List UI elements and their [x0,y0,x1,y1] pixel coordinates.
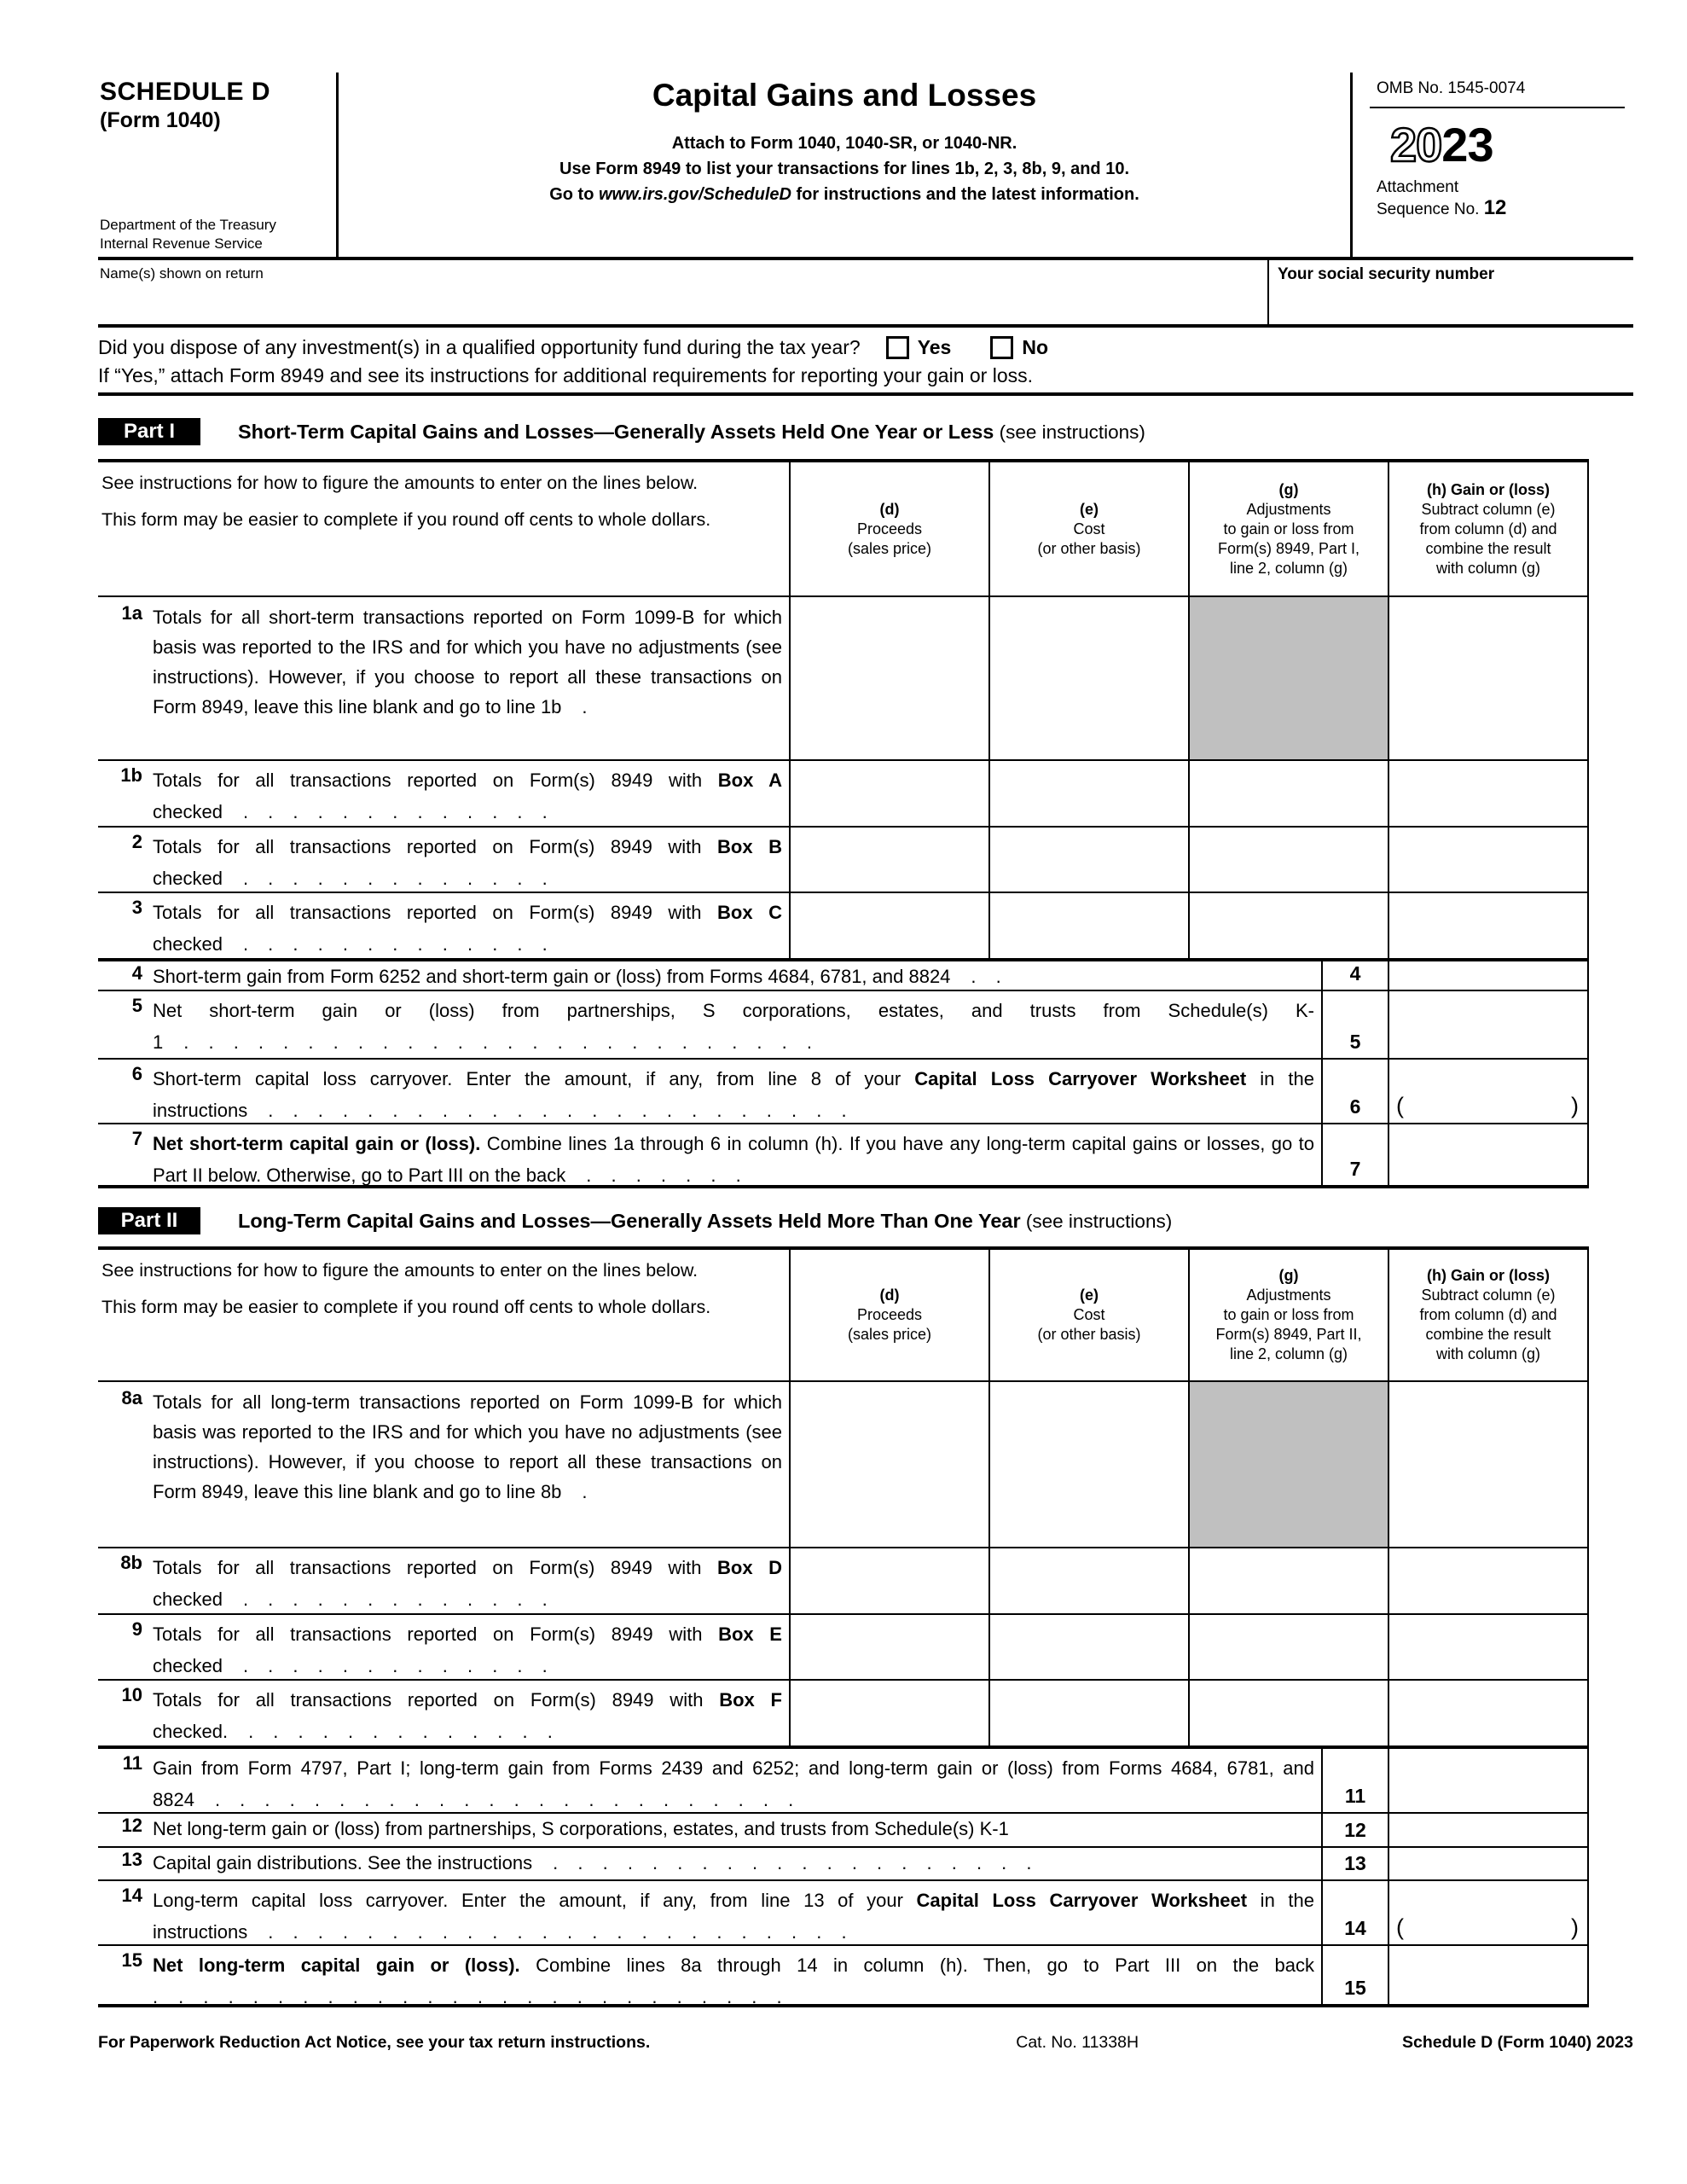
line-box-12: 12 [1321,1814,1388,1846]
row-2-description: 2 Totals for all transactions reported on Form(s) 8949 with Box B checked . . . . . . . . . . . . . [98,828,789,892]
qof-yes-label: Yes [917,336,952,358]
part1-title [238,421,1145,444]
row-7 [98,1124,1587,1188]
tax-year [1390,117,1625,172]
cell-1a-adjustments-shaded [1188,597,1388,759]
part2-table [98,1246,1589,2007]
line-box-14: 14 [1321,1881,1388,1944]
row-12 [98,1814,1587,1848]
row-6 [98,1060,1587,1124]
cell-15-amount[interactable] [1388,1946,1587,2004]
intro-line-2: This form may be easier to complete if you round off cents to whole dollars. [101,509,711,530]
qof-yes-checkbox[interactable] [886,336,909,359]
row-14 [98,1881,1587,1946]
page-title: Capital Gains and Losses [652,78,1037,113]
row-2 [98,828,1587,893]
line-number-10: 10 [121,1684,142,1705]
row-5 [98,991,1587,1060]
line-box-4: 4 [1321,961,1388,990]
intro-line-1: See instructions for how to figure the amounts to enter on the lines below. [101,1260,699,1281]
line-number-11: 11 [122,1752,142,1774]
line-box-15: 15 [1321,1946,1388,2004]
row-3-description: 3 Totals for all transactions reported on Form(s) 8949 with Box C checked . . . . . . . . . . . . . [98,893,789,958]
column-header-description-2 [98,1250,789,1380]
form-number-label: (Form 1040) [100,108,221,132]
row-1a-description: 1a Totals for all short-term transactions reported on Form 1099-B for which basis was reported to the IRS and for which you have no adjustments (see instructions). However, if you choose to report all these transactions on Form 8949, leave this line blank and go to line 1b . [98,597,789,759]
line-number-3: 3 [131,897,142,918]
cell-3-proceeds[interactable] [789,893,988,958]
dept-line-1: Department of the Treasury [100,217,276,233]
form-id-footer: Schedule D (Form 1040) 2023 [1402,2033,1633,2052]
cell-9-cost[interactable] [988,1615,1188,1679]
row-12-description: 12 Net long-term gain or (loss) from partnerships, S corporations, estates, and trusts from Schedule(s) K-1 [98,1814,1321,1846]
row-11 [98,1747,1587,1814]
cell-1a-gain-loss[interactable] [1388,597,1587,759]
cell-8b-adjustments[interactable] [1188,1548,1388,1613]
cell-8a-cost[interactable] [988,1382,1188,1547]
cell-9-proceeds[interactable] [789,1615,988,1679]
cell-2-cost[interactable] [988,828,1188,892]
row-9 [98,1615,1587,1681]
form-header-center [339,73,1350,257]
line-number-7: 7 [131,1128,142,1149]
cell-3-cost[interactable] [988,893,1188,958]
irs-schedule-d-link[interactable]: www.irs.gov/ScheduleD [598,185,791,204]
line-number-8a: 8a [121,1387,142,1409]
part1-band [98,416,1633,447]
row-1b-description: 1b Totals for all transactions reported on Form(s) 8949 with Box A checked . . . . . . . . . . . . . [98,761,789,826]
row-15 [98,1946,1587,2007]
qof-question: Did you dispose of any investment(s) in a qualified opportunity fund during the tax year? [98,336,861,358]
form-header [98,73,1633,260]
part1-title-text: Short-Term Capital Gains and Losses—Generally Assets Held One Year or Less [238,420,994,443]
catalog-number: Cat. No. 11338H [1016,2033,1139,2052]
cell-2-proceeds[interactable] [789,828,988,892]
line-box-6: 6 [1321,1060,1388,1123]
cell-9-adjustments[interactable] [1188,1615,1388,1679]
open-paren: ( [1396,1093,1404,1118]
cell-10-adjustments[interactable] [1188,1681,1388,1745]
ssn-field[interactable]: Your social security number [1267,260,1633,324]
column-header-proceeds-2: (d) Proceeds (sales price) [789,1250,988,1380]
column-header-cost-2: (e) Cost (or other basis) [988,1250,1188,1380]
intro-line-2: This form may be easier to complete if you round off cents to whole dollars. [101,1297,711,1317]
row-13-description: 13 Capital gain distributions. See the instructions . . . . . . . . . . . . . . . . . . . . [98,1848,1321,1879]
qof-no-checkbox[interactable] [990,336,1013,359]
cell-9-gain-loss[interactable] [1388,1615,1587,1679]
row-8b-description: 8b Totals for all transactions reported on Form(s) 8949 with Box D checked . . . . . . . . . . . . . [98,1548,789,1613]
cell-13-amount[interactable] [1388,1848,1587,1879]
line-number-15: 15 [121,1949,142,1971]
form-schedule-label: SCHEDULE D [100,78,271,106]
line-number-5: 5 [131,995,142,1016]
part2-label: Part II [98,1207,200,1234]
row-5-description: 5 Net short-term gain or (loss) from partnerships, S corporations, estates, and trusts from Schedule(s) K-1 . . . . . . . . . . . . . . . . . . . . . . . . . . [98,991,1321,1058]
row-7-description: 7 Net short-term capital gain or (loss). Combine lines 1a through 6 in column (h). If you have any long-term capital gains or losses, go to Part II below. Otherwise, go to Part III on the back . . . . . . . [98,1124,1321,1185]
form-header-left [98,73,339,257]
part2-column-header-row [98,1250,1587,1382]
part2-title [238,1210,1172,1233]
row-13 [98,1848,1587,1881]
row-15-description: 15 Net long-term capital gain or (loss). Combine lines 8a through 14 in column (h). Then, go to Part III on the back . . . . . . . . . . . . . . . . . . . . . . . . . . [98,1946,1321,2004]
name-field[interactable]: Name(s) shown on return [100,265,264,282]
column-header-description [98,462,789,595]
part2-see-instructions: (see instructions) [1020,1210,1173,1232]
row-1a [98,597,1587,761]
cell-1b-proceeds[interactable] [789,761,988,826]
name-ssn-row [98,260,1633,328]
column-header-gain-loss: (h) Gain or (loss) Subtract column (e) from column (d) and combine the result with column (g) [1388,462,1587,595]
line-number-13: 13 [121,1849,142,1870]
sequence-number: 12 [1483,196,1507,219]
omb-number: OMB No. 1545-0074 [1370,79,1625,108]
part1-column-header-row [98,462,1587,597]
intro-line-1: See instructions for how to figure the amounts to enter on the lines below. [101,473,699,493]
cell-4-amount[interactable] [1388,961,1587,990]
close-paren: ) [1571,1093,1579,1118]
qof-no-label: No [1022,336,1049,358]
use-form-instruction: Use Form 8949 to list your transactions for lines 1b, 2, 3, 8b, 9, and 10. [559,160,1129,178]
line-box-11: 11 [1321,1749,1388,1812]
paperwork-notice: For Paperwork Reduction Act Notice, see your tax return instructions. [98,2033,651,2052]
line-number-4: 4 [131,962,142,984]
row-14-description: 14 Long-term capital loss carryover. Enter the amount, if any, from line 13 of your Capital Loss Carryover Worksheet in the instructions . . . . . . . . . . . . . . . . . . . . . . . . [98,1881,1321,1944]
part2-title-text: Long-Term Capital Gains and Losses—Generally Assets Held More Than One Year [238,1209,1021,1232]
row-3 [98,893,1587,960]
cell-8b-cost[interactable] [988,1548,1188,1613]
goto-post-text: for instructions and the latest information. [791,185,1139,204]
line-number-14: 14 [121,1885,142,1906]
row-10-description: 10 Totals for all transactions reported on Form(s) 8949 with Box F checked. . . . . . . . . . . . . . [98,1681,789,1745]
dept-line-2: Internal Revenue Service [100,235,263,252]
cell-10-proceeds[interactable] [789,1681,988,1745]
cell-8a-adjustments-shaded [1188,1382,1388,1547]
row-6-description: 6 Short-term capital loss carryover. Enter the amount, if any, from line 8 of your Capital Loss Carryover Worksheet in the instructions . . . . . . . . . . . . . . . . . . . . . . . . [98,1060,1321,1123]
attach-instruction: Attach to Form 1040, 1040-SR, or 1040-NR. [671,134,1017,153]
close-paren: ) [1571,1914,1579,1940]
qof-section [98,328,1633,396]
cell-1b-adjustments[interactable] [1188,761,1388,826]
row-8b [98,1548,1587,1615]
cell-3-adjustments[interactable] [1188,893,1388,958]
cell-8b-proceeds[interactable] [789,1548,988,1613]
cell-1a-proceeds[interactable] [789,597,988,759]
part1-label: Part I [98,418,200,445]
part1-table [98,459,1589,1188]
line-number-6: 6 [131,1063,142,1084]
cell-12-amount[interactable] [1388,1814,1587,1846]
cell-8a-proceeds[interactable] [789,1382,988,1547]
cell-2-adjustments[interactable] [1188,828,1388,892]
line-number-1b: 1b [120,764,142,786]
part2-band [98,1205,1633,1236]
line-number-8b: 8b [120,1552,142,1573]
row-4 [98,960,1587,991]
row-8a-description: 8a Totals for all long-term transactions reported on Form 1099-B for which basis was reported to the IRS and for which you have no adjustments (see instructions). However, if you choose to report all these transactions on Form 8949, leave this line blank and go to line 8b . [98,1382,789,1547]
line-box-5: 5 [1321,991,1388,1058]
cell-10-gain-loss[interactable] [1388,1681,1587,1745]
cell-8a-gain-loss[interactable] [1388,1382,1587,1547]
cell-1a-cost[interactable] [988,597,1188,759]
column-header-adjustments-2: (g) Adjustments to gain or loss from Form(s) 8949, Part II, line 2, column (g) [1188,1250,1388,1380]
attachment-sequence [1377,177,1625,220]
sequence-label: Sequence No. [1377,200,1484,218]
cell-6-amount-loss[interactable] [1388,1060,1587,1123]
line-number-2: 2 [131,831,142,852]
cell-14-amount-loss[interactable] [1388,1881,1587,1944]
row-8a [98,1382,1587,1548]
column-header-adjustments: (g) Adjustments to gain or loss from Form(s) 8949, Part I, line 2, column (g) [1188,462,1388,595]
cell-1b-cost[interactable] [988,761,1188,826]
cell-3-gain-loss[interactable] [1388,893,1587,958]
form-header-right [1350,73,1633,257]
cell-11-amount[interactable] [1388,1749,1587,1812]
line-number-9: 9 [131,1618,142,1640]
row-1b [98,761,1587,828]
line-number-12: 12 [121,1815,142,1836]
row-9-description: 9 Totals for all transactions reported on Form(s) 8949 with Box E checked . . . . . . . . . . . . . [98,1615,789,1679]
cell-5-amount[interactable] [1388,991,1587,1058]
cell-2-gain-loss[interactable] [1388,828,1587,892]
cell-1b-gain-loss[interactable] [1388,761,1587,826]
cell-10-cost[interactable] [988,1681,1188,1745]
cell-8b-gain-loss[interactable] [1388,1548,1587,1613]
attachment-label: Attachment [1377,178,1459,196]
open-paren: ( [1396,1914,1404,1940]
form-footer [98,2033,1633,2053]
tax-year-outline-digits: 20 [1390,118,1442,171]
column-header-proceeds: (d) Proceeds (sales price) [789,462,988,595]
line-box-7: 7 [1321,1124,1388,1185]
part1-see-instructions: (see instructions) [994,421,1145,443]
row-4-description: 4 Short-term gain from Form 6252 and short-term gain or (loss) from Forms 4684, 6781, and 8824 . . [98,961,1321,990]
tax-year-bold-digits: 23 [1441,118,1493,171]
qof-note: If “Yes,” attach Form 8949 and see its instructions for additional requirements for reporting your gain or loss. [98,364,1034,386]
line-box-13: 13 [1321,1848,1388,1879]
row-11-description: 11 Gain from Form 4797, Part I; long-term gain from Forms 2439 and 6252; and long-term gain or (loss) from Forms 4684, 6781, and 8824 . . . . . . . . . . . . . . . . . . . . . . . . [98,1749,1321,1812]
column-header-cost: (e) Cost (or other basis) [988,462,1188,595]
line-number-1a: 1a [121,602,142,624]
cell-7-amount[interactable] [1388,1124,1587,1185]
treasury-department-label [100,216,328,253]
goto-pre-text: Go to [549,185,599,204]
goto-instruction [339,182,1350,207]
column-header-gain-loss-2: (h) Gain or (loss) Subtract column (e) from column (d) and combine the result with column (g) [1388,1250,1587,1380]
row-10 [98,1681,1587,1747]
